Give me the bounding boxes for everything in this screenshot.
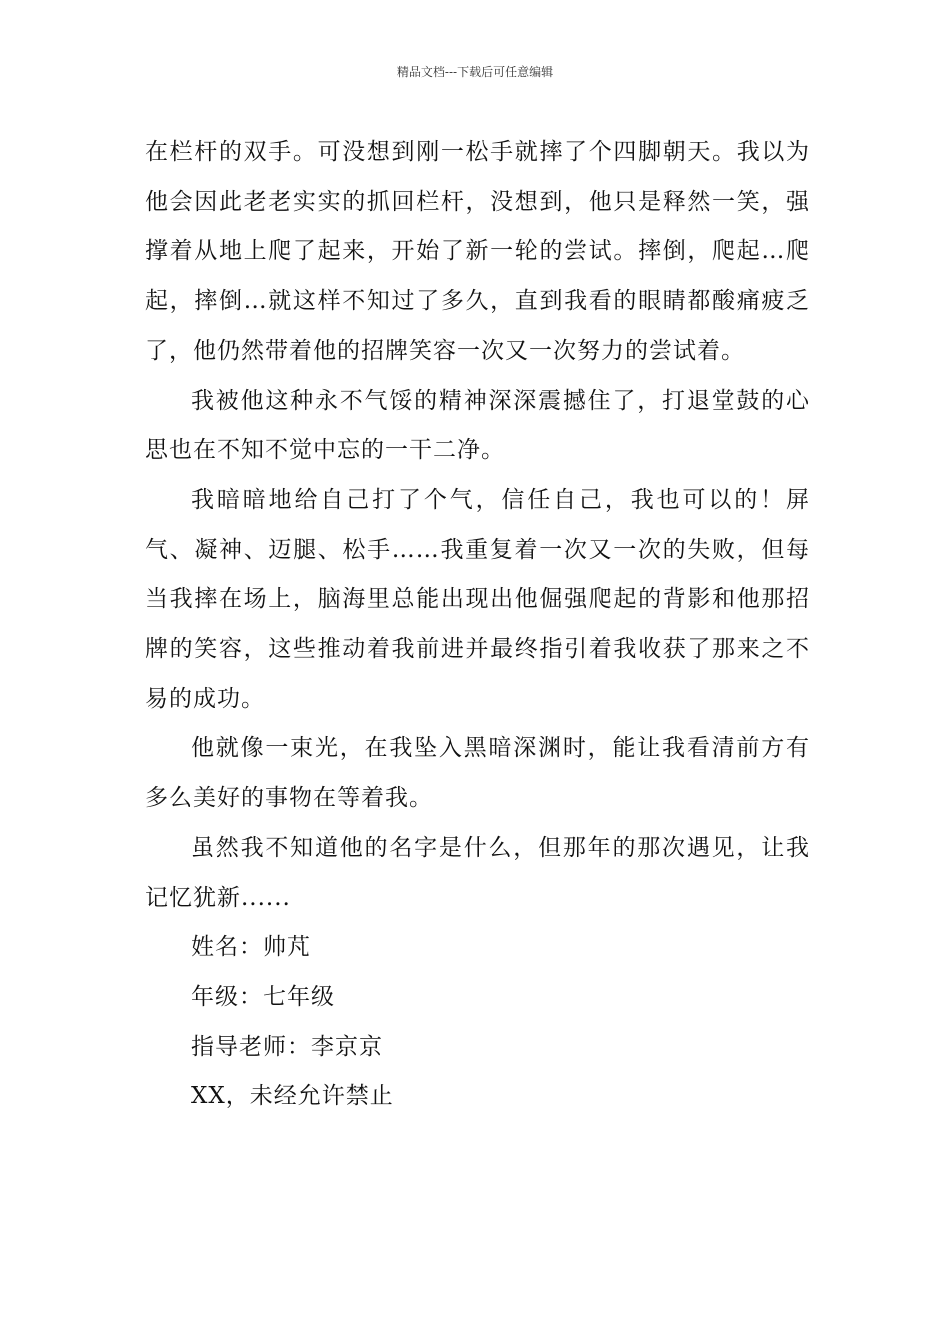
- author-teacher: 指导老师：李京京: [191, 1033, 383, 1060]
- paragraph-1: 在栏杆的双手。可没想到刚一松手就摔了个四脚朝天。我以为他会因此老老实实的抓回栏杆，没想到，他只是释然一笑，强撑着从地上爬了起来，开始了新一轮的尝试。摔倒，爬起…爬起，摔倒…就这样不知过了多久，直到我看的眼睛都酸痛疲乏了，他仍然带着他的招牌笑容一次又一次努力的尝试着。: [145, 139, 810, 364]
- paragraph-4: 他就像一束光，在我坠入黑暗深渊时，能让我看清前方有多么美好的事物在等着我。: [145, 735, 810, 812]
- paragraph-2: 我被他这种永不气馁的精神深深震撼住了，打退堂鼓的心思也在不知不觉中忘的一干二净。: [145, 387, 810, 464]
- paragraph-3: 我暗暗地给自己打了个气，信任自己，我也可以的！屏气、凝神、迈腿、松手……我重复着一次又一次的失败，但每当我摔在场上，脑海里总能出现出他倔强爬起的背影和他那招牌的笑容，这些推动着我前进并最终指引着我收获了那来之不易的成功。: [145, 486, 810, 712]
- copyright-notice: XX，未经允许禁止: [191, 1083, 394, 1110]
- paragraph-5: 虽然我不知道他的名字是什么，但那年的那次遇见，让我记忆犹新......: [145, 834, 810, 911]
- author-grade: 年级：七年级: [191, 983, 335, 1010]
- page-header: 精品文档---下载后可任意编辑: [396, 65, 554, 79]
- author-name: 姓名：帅芃: [191, 934, 311, 961]
- document-body: [145, 128, 810, 1122]
